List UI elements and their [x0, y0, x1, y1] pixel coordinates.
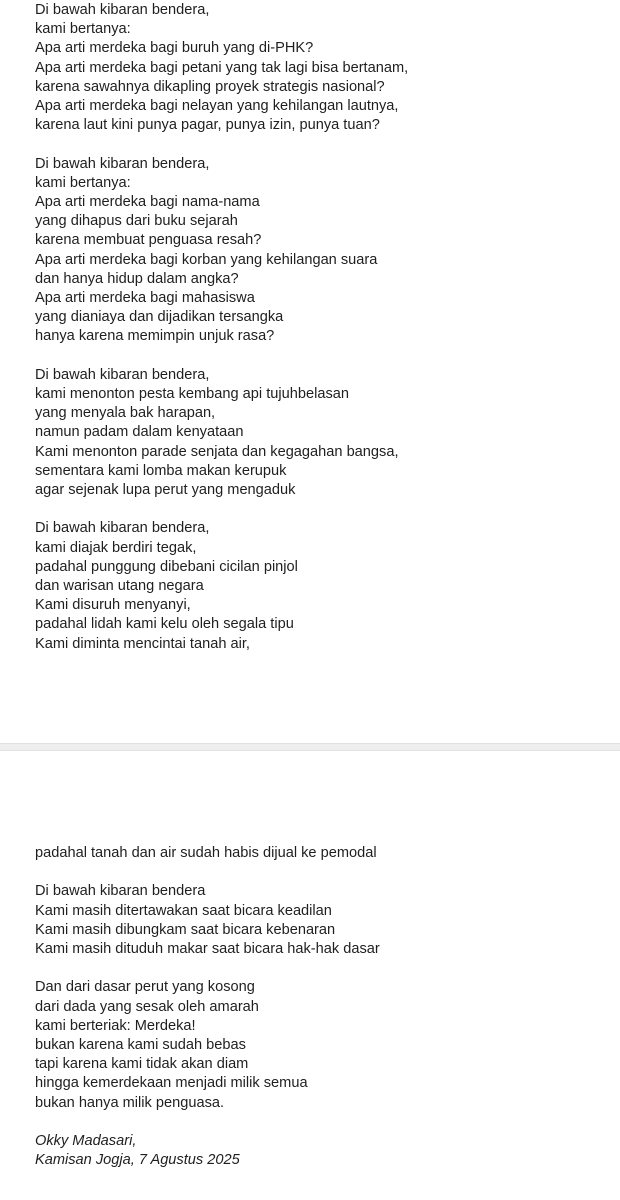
poem-line: tapi karena kami tidak akan diam [35, 1056, 249, 1073]
poem-line: padahal punggung dibebani cicilan pinjol [35, 558, 298, 575]
poem-line: Kami masih dituduh makar saat bicara hak-hak dasar [35, 941, 380, 957]
poem-stanza [35, 1, 610, 135]
poem-line: padahal tanah dan air sudah habis dijual ke pemodal [35, 845, 377, 861]
poem-line: karena membuat penguasa resah? [35, 232, 262, 249]
poem-line: Apa arti merdeka bagi nelayan yang kehilangan lautnya, [35, 98, 399, 115]
poem-line: Apa arti merdeka bagi mahasiswa [35, 290, 255, 307]
poem-line: Di bawah kibaran bendera, [35, 520, 210, 537]
poem-line: sementara kami lomba makan kerupuk [35, 462, 287, 479]
author-name: Okky Madasari, [35, 1133, 137, 1149]
poem-line: Kami masih dibungkam saat bicara kebenaran [35, 921, 336, 938]
poem-line: kami berteriak: Merdeka! [35, 1017, 196, 1034]
poem-line: Di bawah kibaran bendera, [35, 2, 210, 18]
poem-line: kami bertanya: [35, 21, 131, 38]
poem-line: Dan dari dasar perut yang kosong [35, 979, 255, 996]
poem-line: agar sejenak lupa perut yang mengaduk [35, 482, 296, 499]
poem-body-page-2 [35, 844, 610, 1170]
poem-line: Kami menonton parade senjata dan kegagahan bangsa, [35, 443, 399, 460]
poem-line: bukan karena kami sudah bebas [35, 1037, 246, 1053]
poem-line: Di bawah kibaran bendera, [35, 366, 210, 383]
poem-line: namun padam dalam kenyataan [35, 424, 244, 441]
poem-line: karena laut kini punya pagar, punya izin, punya tuan? [35, 117, 380, 134]
poem-line: kami diajak berdiri tegak, [35, 539, 197, 556]
poem-line: Apa arti merdeka bagi korban yang kehilangan suara [35, 251, 378, 268]
poem-stanza [35, 519, 610, 653]
place-date: Kamisan Jogja, 7 Agustus 2025 [35, 1152, 240, 1169]
poem-stanza [35, 155, 610, 347]
poem-line: bukan hanya milik penguasa. [35, 1094, 225, 1111]
poem-stanza [35, 978, 610, 1112]
poem-line: hanya karena memimpin unjuk rasa? [35, 328, 275, 345]
poem-line: kami bertanya: [35, 174, 131, 191]
poem-line: dan hanya hidup dalam angka? [35, 270, 239, 287]
poem-line: Di bawah kibaran bendera, [35, 155, 210, 172]
poem-line: dan warisan utang negara [35, 578, 204, 595]
poem-body-page-1 [35, 1, 610, 654]
poem-line: yang dianiaya dan dijadikan tersangka [35, 309, 284, 326]
poem-stanza [35, 844, 610, 863]
poem-line: Apa arti merdeka bagi petani yang tak lagi bisa bertanam, [35, 59, 409, 76]
poem-line: karena sawahnya dikapling proyek strategis nasional? [35, 78, 385, 95]
poem-line: dari dada yang sesak oleh amarah [35, 998, 259, 1015]
poem-line: hingga kemerdekaan menjadi milik semua [35, 1075, 308, 1092]
poem-stanza [35, 366, 610, 500]
page-separator [0, 743, 620, 751]
author-signature [35, 1132, 610, 1170]
poem-line: Apa arti merdeka bagi buruh yang di-PHK? [35, 40, 314, 57]
poem-line: Di bawah kibaran bendera [35, 883, 206, 900]
poem-line: Kami disuruh menyanyi, [35, 597, 191, 614]
poem-line: padahal lidah kami kelu oleh segala tipu [35, 616, 294, 633]
poem-line: yang menyala bak harapan, [35, 405, 216, 422]
poem-stanza [35, 882, 610, 959]
poem-line: kami menonton pesta kembang api tujuhbelasan [35, 386, 349, 403]
poem-line: Apa arti merdeka bagi nama-nama [35, 194, 260, 211]
document-page-2 [0, 751, 620, 1200]
poem-line: Kami masih ditertawakan saat bicara keadilan [35, 902, 332, 919]
poem-line: Kami diminta mencintai tanah air, [35, 635, 250, 652]
poem-line: yang dihapus dari buku sejarah [35, 213, 238, 230]
